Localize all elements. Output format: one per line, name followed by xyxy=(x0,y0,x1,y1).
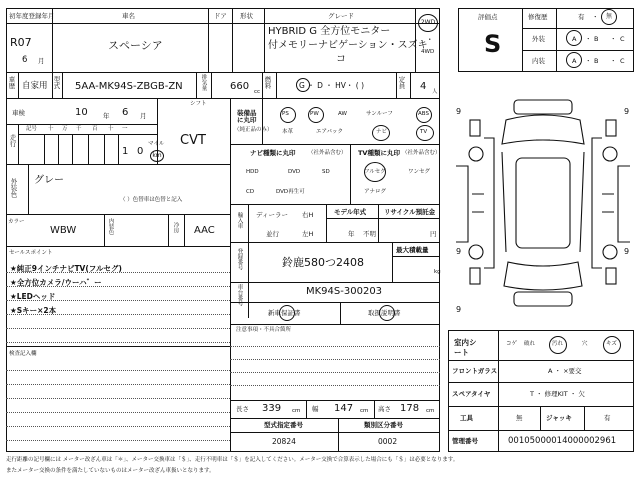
repair-no: 無 xyxy=(605,13,612,20)
interior-item: キズ xyxy=(606,341,617,347)
note-line xyxy=(6,300,230,301)
reg-month-unit: 月 xyxy=(38,57,45,65)
right-label: 右H xyxy=(302,211,314,219)
tool-value: 無 xyxy=(516,414,523,422)
mileage-digit-header: 一 xyxy=(122,126,128,132)
note-line xyxy=(6,342,230,343)
hgt-label: 高さ xyxy=(378,405,391,413)
diagram-mark-5: 9 xyxy=(456,305,462,314)
navi-item: DVD xyxy=(288,169,301,175)
wid-unit: cm xyxy=(360,408,369,414)
mileage-digit-header: 十 xyxy=(108,126,114,132)
sales-point: ★全方位カメラ/ウーハ゛ー xyxy=(10,278,102,287)
note-line xyxy=(230,385,440,386)
mileage-digit-header: 記号 xyxy=(26,126,38,132)
equip-item: ABS xyxy=(418,111,429,117)
note-line xyxy=(6,384,230,385)
color-label: 外装色 xyxy=(9,178,18,198)
mile-label: マイル xyxy=(148,141,165,147)
grade-abc: B xyxy=(594,57,599,65)
equip-sub: （純正品のみ） xyxy=(234,127,273,133)
navi-item: DVD再生可 xyxy=(276,189,305,195)
disp-value: 660 xyxy=(230,81,250,92)
drive-2wd-circle xyxy=(418,14,438,32)
tv-item: ワンセグ xyxy=(408,169,431,175)
note-line xyxy=(6,440,230,441)
note-line xyxy=(6,398,230,399)
door-label: ドア xyxy=(214,12,227,20)
tv-item: アナログ xyxy=(364,189,387,195)
use-label: 車歴 xyxy=(7,76,16,89)
check-year: 10 xyxy=(75,107,88,118)
wid-label: 幅 xyxy=(312,405,319,413)
interior-item: コゲ xyxy=(506,341,518,347)
grade-abc: C xyxy=(620,35,625,43)
car-diagram xyxy=(450,92,636,318)
eval-label: 評価点 xyxy=(478,13,498,21)
grade-abc: A xyxy=(572,57,577,65)
drive-2wd: 2WD xyxy=(420,19,436,26)
plate-label: 登録番号 xyxy=(236,248,243,270)
len-unit: cm xyxy=(292,408,301,414)
spare-value: T ・ 修理KIT ・ 欠 xyxy=(530,390,585,398)
equip-item: PS xyxy=(282,111,289,117)
mileage-digit-header: 千 xyxy=(76,126,82,132)
class-no-label: 類別区分番号 xyxy=(364,421,403,429)
check-year-unit: 年 xyxy=(103,112,110,120)
mileage-divider xyxy=(104,134,105,164)
disp-label: 排気量 xyxy=(200,74,207,91)
repair-label: 修復歴 xyxy=(528,13,548,21)
navi-item: SD xyxy=(322,169,330,175)
spare-label: スペアタイヤ xyxy=(452,390,491,398)
ac-label: 冷房 xyxy=(172,222,179,233)
mileage-digit-thousand: 1 xyxy=(122,146,129,157)
note-line xyxy=(6,272,230,273)
type-label: 型式 xyxy=(52,76,61,89)
navi-item: HDD xyxy=(246,169,259,175)
maxload-kg: kg xyxy=(434,269,441,275)
note-line xyxy=(6,426,230,427)
equip-item: AW xyxy=(338,111,347,117)
equip-item: TV xyxy=(420,129,428,135)
mileage-divider xyxy=(118,134,119,164)
maxload-label: 最大積載量 xyxy=(396,246,429,254)
frame-label: 車台番号 xyxy=(236,284,243,306)
mgmt-label: 管理番号 xyxy=(452,437,478,445)
diagram-mark-4: 9 xyxy=(624,247,630,256)
km-label: km xyxy=(152,152,162,159)
disp-unit: cc xyxy=(254,89,261,95)
check-month: 6 xyxy=(122,107,129,118)
note-line xyxy=(6,412,230,413)
left-label: 左H xyxy=(302,230,314,238)
class-no-value: 0002 xyxy=(378,437,398,446)
navi-label: ナビ種類に丸印 xyxy=(250,149,296,157)
mileage-digit-header: 万 xyxy=(62,126,68,132)
tool-label: 工具 xyxy=(460,414,473,422)
mileage-divider xyxy=(72,134,73,164)
interior-item: 破れ xyxy=(524,341,536,347)
equip-item: PW xyxy=(310,111,319,117)
warranty-label: 新車保証書 xyxy=(268,309,301,317)
cap-label: 定員 xyxy=(397,76,406,89)
footer-line-1: 走行距離の記号欄には メーター改ざん車は「＊」、メーター交換車は「＄」、走行不明車は「＄」を記入してください。メーター交換で合算表示した場合にも「＄」は必要となります。 xyxy=(6,457,459,463)
repair-dot: ・ xyxy=(592,13,599,21)
mileage-divider xyxy=(44,134,45,164)
grade-abc: A xyxy=(572,35,577,43)
note-line xyxy=(6,370,230,371)
cap-unit: 人 xyxy=(432,89,438,95)
equip-item: エアバック xyxy=(316,129,344,135)
recycle-label: リサイクル預託金 xyxy=(384,208,436,216)
model-year-label: モデル年式 xyxy=(334,208,367,216)
note-line xyxy=(6,328,230,329)
equip-label: 装備品に丸印 xyxy=(237,109,257,124)
color-code-value: WBW xyxy=(50,225,77,236)
interior-item: 汚れ xyxy=(552,341,564,347)
name-label: 車名 xyxy=(122,12,135,20)
navi-sub: （社外品含む） xyxy=(308,150,347,156)
glass-label: フロントガラス xyxy=(452,367,498,375)
jack-label: ジャッキ xyxy=(546,414,572,422)
reg-year: R07 xyxy=(10,36,32,49)
equip-item: サンルーフ xyxy=(366,111,393,117)
eval-value: S xyxy=(484,30,502,58)
note-line xyxy=(230,359,440,360)
parallel-label: 並行 xyxy=(266,230,279,238)
check-month-unit: 月 xyxy=(140,112,147,120)
grade-abc: ・ xyxy=(585,35,592,43)
mileage-divider xyxy=(58,134,59,164)
sales-point: ★Sキー×2本 xyxy=(10,306,57,315)
model-year-unknown: 不明 xyxy=(363,230,376,238)
color-code-label: カラー xyxy=(8,219,25,225)
len-label: 長さ xyxy=(236,405,249,413)
mileage-label: 走行 xyxy=(8,134,17,147)
shift-label: シフト xyxy=(190,101,207,107)
mgmt-value: 00105000014000002961 xyxy=(508,436,617,446)
grade-abc: C xyxy=(620,57,625,65)
interior-item: 穴 xyxy=(582,341,588,347)
tv-label: TV種類に丸印 xyxy=(358,149,400,157)
reg-label: 初年度登録年月 xyxy=(9,12,55,20)
len-value: 339 xyxy=(262,403,282,414)
wid-value: 147 xyxy=(334,403,354,414)
grade-abc: ・ xyxy=(610,57,617,65)
mileage-digit-header: 十 xyxy=(48,126,54,132)
name-value: スペーシア xyxy=(108,39,163,52)
grade-value-2: 付メモリーナビゲーション・スズキ xyxy=(268,40,428,51)
equip-item: 本革 xyxy=(282,129,294,135)
diagram-mark-1: 9 xyxy=(456,107,462,116)
grade-value-1: HYBRID G 全方位モニター xyxy=(268,26,391,37)
sales-label: セールスポイント xyxy=(9,250,53,256)
hgt-value: 178 xyxy=(400,403,420,414)
inspector-label: 検査記入欄 xyxy=(9,351,37,357)
fuel-value: G ・ D ・ HV・ ( ) xyxy=(299,81,365,90)
navi-item: CD xyxy=(246,189,255,195)
grade-abc-circle xyxy=(566,30,582,46)
interior-label: 室内シート xyxy=(454,338,477,357)
diagram-mark-2: 9 xyxy=(624,107,630,116)
dealer-label: ディーラー xyxy=(256,211,288,219)
note-line xyxy=(230,372,440,373)
ac-value: AAC xyxy=(194,225,215,236)
manual-label: 取扱説明書 xyxy=(368,309,401,317)
tv-item: フルセグ xyxy=(364,169,386,175)
model-no-label: 型式指定番号 xyxy=(264,421,303,429)
grade-abc: ・ xyxy=(585,57,592,65)
grade-abc: ・ xyxy=(610,35,617,43)
shift-value: CVT xyxy=(180,133,206,148)
sales-point: ★純正9インチナビTV(フルセグ) xyxy=(10,264,122,273)
tv-sub: （社外品含む） xyxy=(402,150,441,156)
type-value: 5AA-MK94S-ZBGB-ZN xyxy=(75,81,183,92)
sales-point: ★LEDヘッド xyxy=(10,292,56,301)
grade-label: グレード xyxy=(328,12,354,20)
repair-no-circle xyxy=(601,9,617,25)
mileage-digit-header: 百 xyxy=(92,126,98,132)
color-value: グレー xyxy=(34,175,64,186)
notes-label: 注意事項・不具合箇所 xyxy=(236,327,292,333)
cap-value: 4 xyxy=(420,81,427,92)
frame-value: MK94S-300203 xyxy=(306,286,383,297)
mileage-divider xyxy=(88,134,89,164)
glass-value: A ・ ×要交 xyxy=(548,367,582,375)
import-label: 輸入車 xyxy=(236,212,243,229)
hgt-unit: cm xyxy=(426,408,435,414)
int-label: 内装 xyxy=(532,57,545,65)
note-line xyxy=(230,346,440,347)
equip-item: ナビ xyxy=(376,129,388,135)
repair-yes: 有 xyxy=(578,13,585,21)
recycle-yen: 円 xyxy=(430,230,437,238)
interior-color-label: 内装色 xyxy=(107,218,114,235)
note-line xyxy=(6,286,230,287)
use-value: 自家用 xyxy=(22,81,48,91)
model-no-value: 20824 xyxy=(272,437,296,446)
color-note: （ ）色替車は色替と記入 xyxy=(120,197,183,203)
drive-4wd: 4WD xyxy=(421,49,435,55)
drive-dot: ・ xyxy=(426,35,434,44)
grade-value-3: コ xyxy=(336,54,346,65)
diagram-mark-3: 9 xyxy=(456,247,462,256)
grade-abc: B xyxy=(594,35,599,43)
jack-value: 有 xyxy=(604,414,611,422)
shape-label: 形状 xyxy=(240,12,253,20)
grade-abc-circle xyxy=(566,52,582,68)
footer-line-2: またメーター交換の条件を満たしていないものはメーター改ざん車扱いとなります。 xyxy=(6,468,215,474)
check-label: 車検 xyxy=(12,109,25,117)
ext-label: 外装 xyxy=(532,35,545,43)
fuel-label: 燃料 xyxy=(263,76,272,89)
note-line xyxy=(6,314,230,315)
model-year-unit: 年 xyxy=(348,230,355,238)
mileage-digit-hundred: 0 xyxy=(137,146,144,157)
reg-month: 6 xyxy=(22,55,28,65)
plate-value: 鈴鹿580つ2408 xyxy=(282,256,364,269)
km-circle xyxy=(150,150,164,162)
